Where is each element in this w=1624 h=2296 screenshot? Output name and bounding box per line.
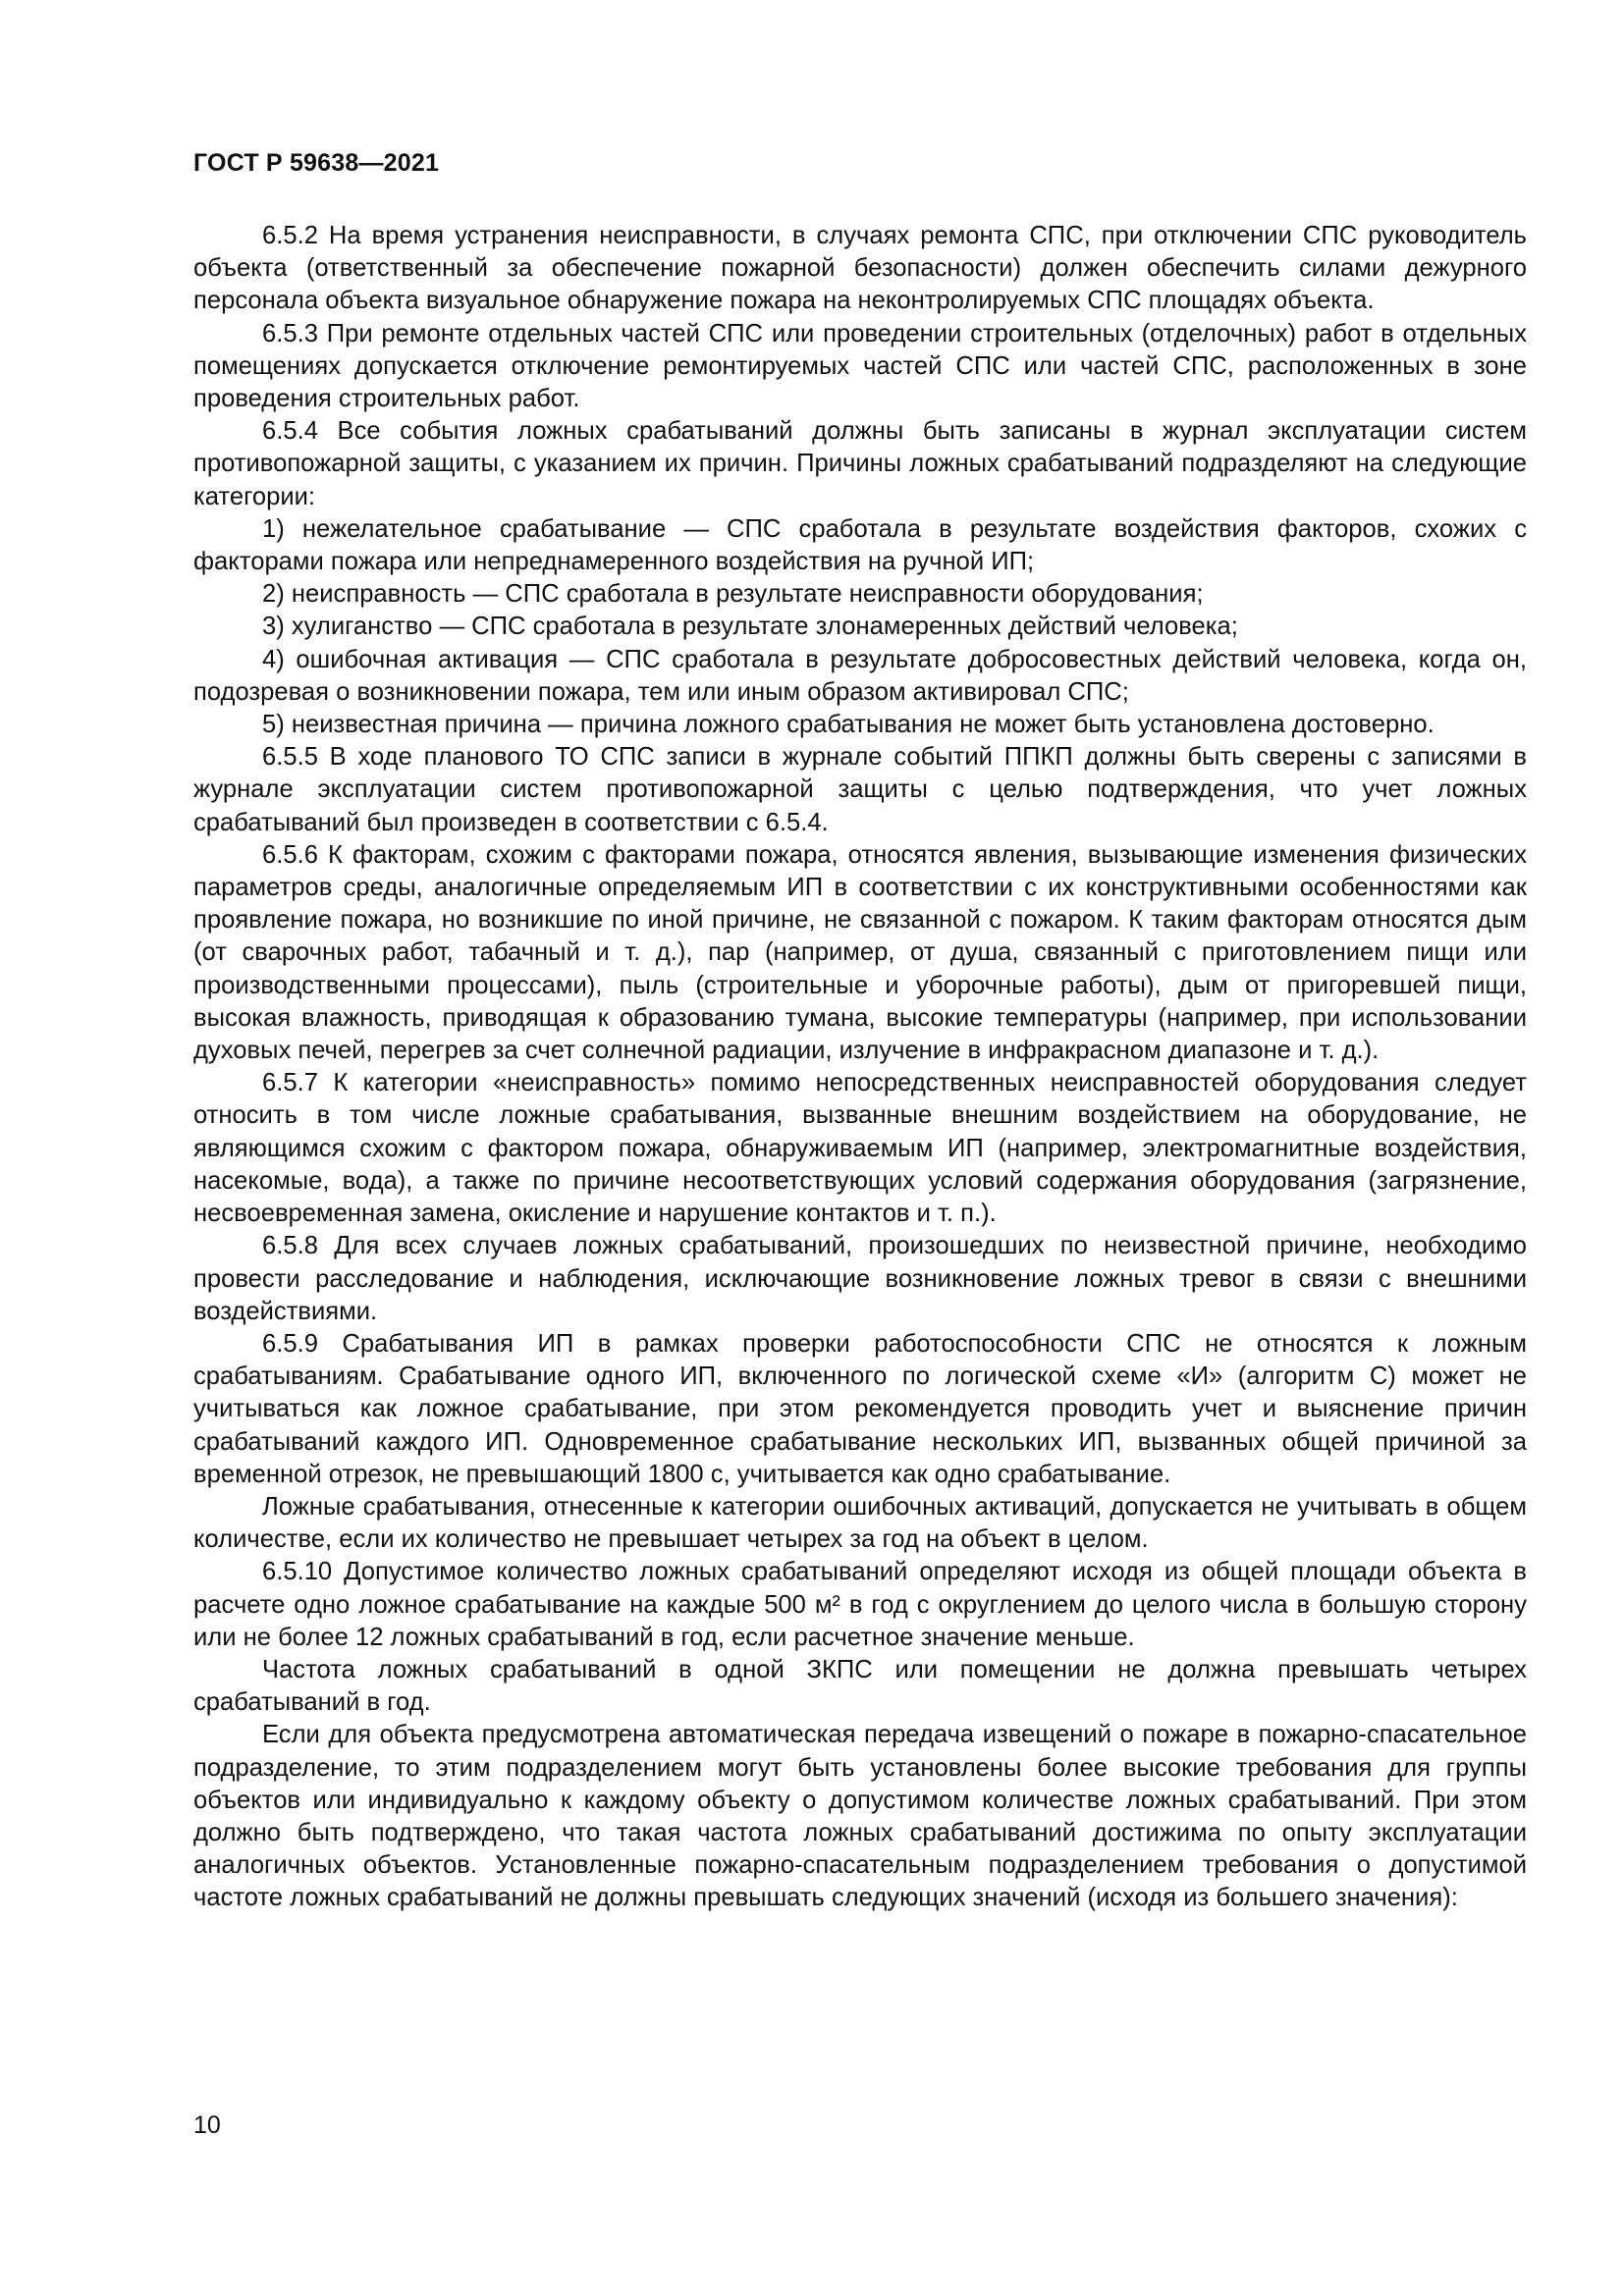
paragraph-zkps-frequency: Частота ложных срабатываний в одной ЗКПС или помещении не должна превышать четырех срабатываний в год. <box>193 1655 1527 1717</box>
paragraph-6-5-5: 6.5.5 В ходе планового ТО СПС записи в журнале событий ППКП должны быть сверены с записями в журнале эксплуатации систем противопожарной защиты с целью подтверждения, что учет ложных срабатываний был произведен в соответствии с 6.5.4. <box>193 743 1527 836</box>
page-number: 10 <box>193 2111 221 2139</box>
paragraph-6-5-2: 6.5.2 На время устранения неисправности, в случаях ремонта СПС, при отключении СПС руководитель объекта (ответственный за обеспечение пожарной безопасности) должен обеспечить силами дежурного персонала объекта визуальное обнаружение пожара на неконтролируемых СПС площадях объекта. <box>193 222 1527 315</box>
document-body <box>193 220 1527 1915</box>
list-item-3: 3) хулиганство — СПС сработала в результате злонамеренных действий человека; <box>262 613 1238 641</box>
paragraph-6-5-9: 6.5.9 Срабатывания ИП в рамках проверки работоспособности СПС не относятся к ложным срабатываниям. Срабатывание одного ИП, включенного по логической схеме «И» (алгоритм С) может не учитываться как ложное срабатывание, при этом рекомендуется проводить учет и выяснение причин срабатываний каждого ИП. Одновременное срабатывание нескольких ИП, вызванных общей причиной за временной отрезок, не превышающий 1800 с, учитывается как одно срабатывание. <box>193 1329 1527 1488</box>
paragraph-6-5-4: 6.5.4 Все события ложных срабатываний должны быть записаны в журнал эксплуатации систем противопожарной защиты, с указанием их причин. Причины ложных срабатываний подразделяют на следующие категории: <box>193 417 1527 510</box>
document-header: ГОСТ Р 59638—2021 <box>193 149 440 177</box>
paragraph-fire-rescue-requirements: Если для объекта предусмотрена автоматическая передача извещений о пожаре в пожарно-спасательное подразделение, то этим подразделением могут быть установлены более высокие требования для группы объектов или индивидуально к каждому объекту о допустимом количестве ложных срабатываний. При этом должно быть подтверждено, что такая частота ложных срабатываний достижима по опыту эксплуатации аналогичных объектов. Установленные пожарно-спасательным подразделением требования о допустимой частоте ложных срабатываний не должны превышать следующих значений (исходя из большего значения): <box>193 1721 1527 1912</box>
paragraph-false-activations: Ложные срабатывания, отнесенные к категории ошибочных активаций, допускается не учитывать в общем количестве, если их количество не превышает четырех за год на объект в целом. <box>193 1492 1527 1554</box>
paragraph-6-5-6: 6.5.6 К факторам, схожим с факторами пожара, относятся явления, вызывающие изменения физических параметров среды, аналогичные определяемым ИП в соответствии с их конструктивными особенностями как проявление пожара, но возникшие по иной причине, не связанной с пожаром. К таким факторам относятся дым (от сварочных работ, табачный и т. д.), пар (например, от душа, связанный с приготовлением пищи или производственными процессами), пыль (строительные и уборочные работы), дым от пригоревшей пищи, высокая влажность, приводящая к образованию тумана, высокие температуры (например, при использовании духовых печей, перегрев за счет солнечной радиации, излучение в инфракрасном диапазоне и т. д.). <box>193 840 1527 1065</box>
list-item-2: 2) неисправность — СПС сработала в результате неисправности оборудования; <box>262 580 1204 609</box>
paragraph-6-5-8: 6.5.8 Для всех случаев ложных срабатываний, произошедших по неизвестной причине, необходимо провести расследование и наблюдения, исключающие возникновение ложных тревог в связи с внешними воздействиями. <box>193 1232 1527 1325</box>
paragraph-6-5-10: 6.5.10 Допустимое количество ложных срабатываний определяют исходя из общей площади объекта в расчете одно ложное срабатывание на каждые 500 м² в год с округлением до целого числа в большую сторону или не более 12 ложных срабатываний в год, если расчетное значение меньше. <box>193 1558 1527 1651</box>
paragraph-6-5-7: 6.5.7 К категории «неисправность» помимо непосредственных неисправностей оборудования следует относить в том числе ложные срабатывания, вызванные внешним воздействием на оборудование, не являющимся схожим с фактором пожара, обнаруживаемым ИП (например, электромагнитные воздействия, насекомые, вода), а также по причине несоответствующих условий содержания оборудования (загрязнение, несвоевременная замена, окисление и нарушение контактов и т. п.). <box>193 1069 1527 1228</box>
list-item-4: 4) ошибочная активация — СПС сработала в результате добросовестных действий человека, когда он, подозревая о возникновении пожара, тем или иным образом активировал СПС; <box>193 645 1527 706</box>
paragraph-6-5-3: 6.5.3 При ремонте отдельных частей СПС или проведении строительных (отделочных) работ в отдельных помещениях допускается отключение ремонтируемых частей СПС или частей СПС, расположенных в зоне проведения строительных работ. <box>193 319 1527 413</box>
list-item-5: 5) неизвестная причина — причина ложного срабатывания не может быть установлена достоверно. <box>262 711 1435 739</box>
list-item-1: 1) нежелательное срабатывание — СПС сработала в результате воздействия факторов, схожих с факторами пожара или непреднамеренного воздействия на ручной ИП; <box>193 514 1527 576</box>
